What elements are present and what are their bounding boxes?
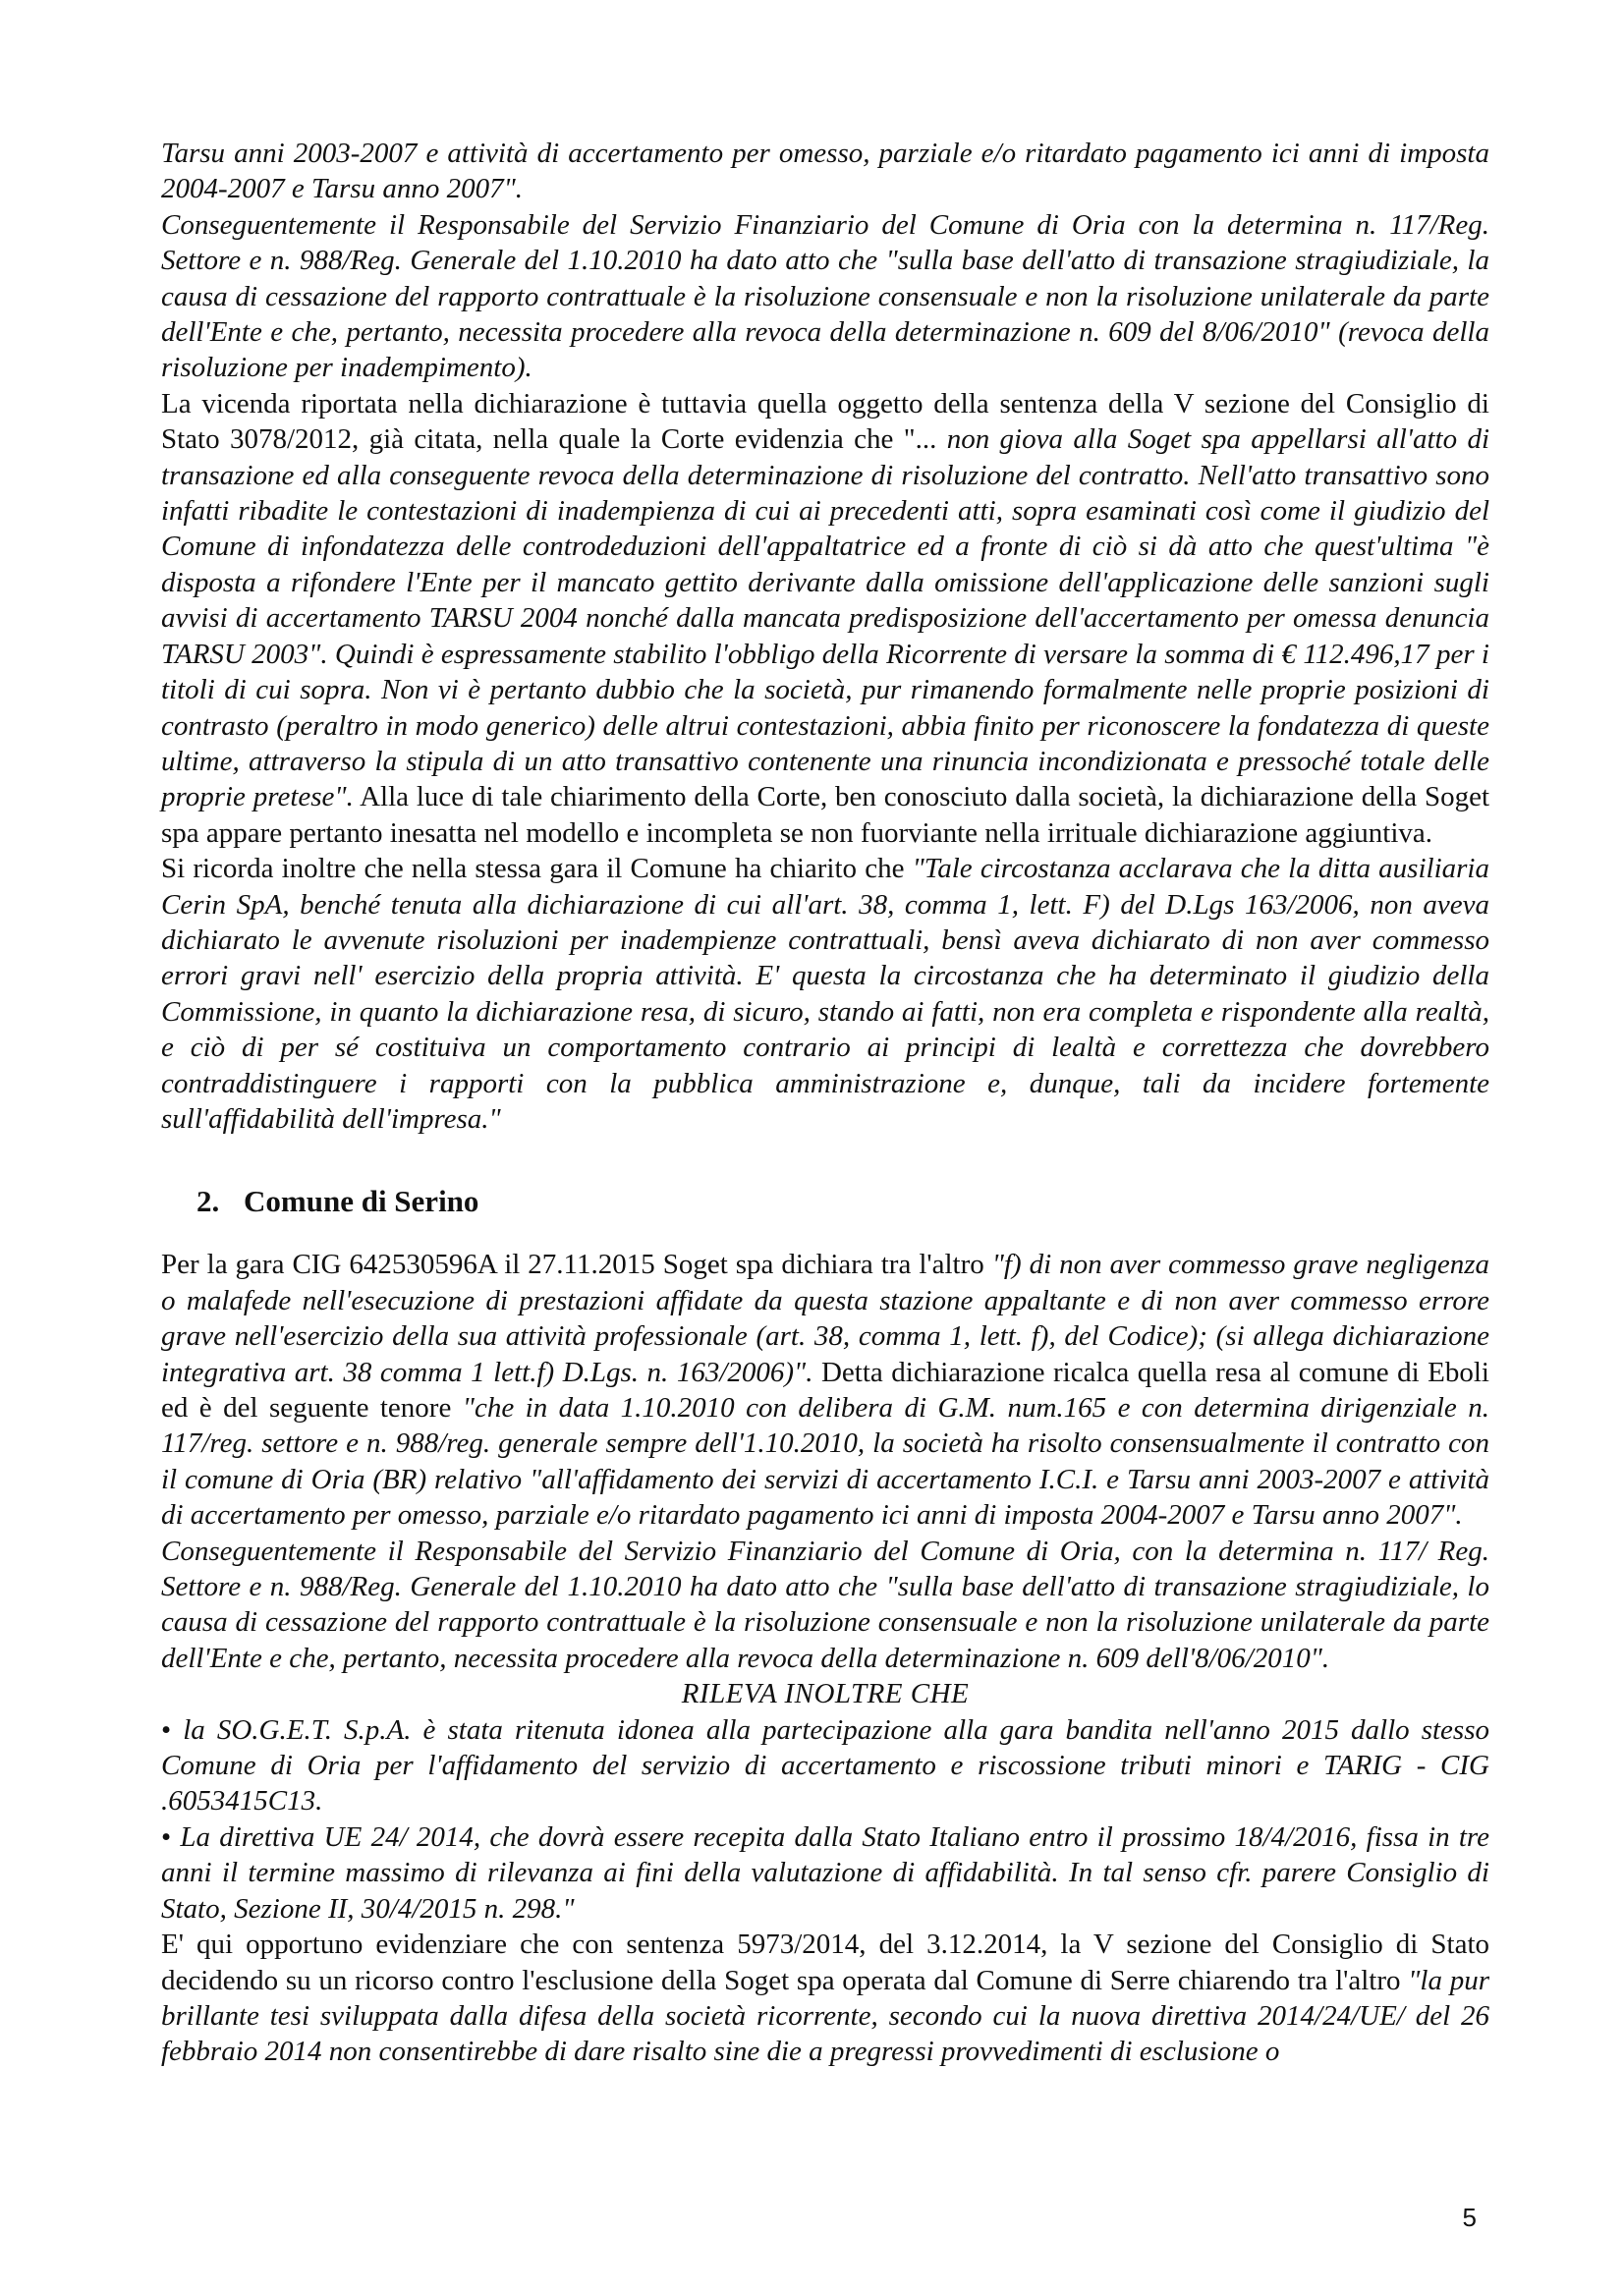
paragraph-serino: [161, 1247, 1489, 1533]
paragraph-oria-determina: Conseguentemente il Responsabile del Servizio Finanziario del Comune di Oria con la determina n. 117/Reg. Settore e n. 988/Reg. Generale del 1.10.2010 ha dato atto che "sulla base dell'atto di transazione stragiudiziale, la causa di cessazione del rapporto contrattuale è la risoluzione consensuale e non la risoluzione unilaterale da parte dell'Ente e che, pertanto, necessita procedere alla revoca della determinazione n. 609 del 8/06/2010" (revoca della risoluzione per inadempimento).: [161, 208, 1489, 384]
ricorda-lead: Si ricorda inoltre che nella stessa gara il Comune ha chiarito che: [161, 853, 913, 885]
section-heading: [196, 1182, 1489, 1221]
bullet-item: • La direttiva UE 24/ 2014, che dovrà essere recepita dalla Stato Italiano entro il prossimo 18/4/2016, fissa in tre anni il termine massimo di rilevanza ai fini della valutazione di affidabilità. In tal senso cfr. parere Consiglio di Stato, Sezione II, 30/4/2015 n. 298.": [161, 1819, 1489, 1927]
paragraph-vicenda: [161, 386, 1489, 851]
serino-quote-1: "f) di non aver commesso grave negligenza o malafede nell'esecuzione di prestazioni affidate da questa stazione appaltante e di non aver commesso errore grave nell'esercizio della sua attività professionale (art. 38, comma 1, lett. f), del Codice); (si allega dichiarazione integrativa art. 38 comma 1 lett.f) D.Lgs. n. 163/2006)".: [161, 1249, 1489, 1388]
rileva-title: RILEVA INOLTRE CHE: [681, 1678, 970, 1710]
paragraph-sentenza: [161, 1927, 1489, 2070]
bullet-item: • la SO.G.E.T. S.p.A. è stata ritenuta idonea alla partecipazione alla gara bandita nell'anno 2015 dallo stesso Comune di Oria per l'affidamento del servizio di accertamento e riscossione tributi minori e TARIG - CIG .6053415C13.: [161, 1712, 1489, 1819]
vicenda-lead: La vicenda riportata nella dichiarazione è tuttavia quella oggetto della sentenza della V sezione del Consiglio di Stato 3078/2012, già citata, nella quale la Corte evidenzia che "...: [161, 387, 1489, 456]
paragraph-serino-determina: Conseguentemente il Responsabile del Servizio Finanziario del Comune di Oria, con la determina n. 117/ Reg. Settore e n. 988/Reg. Generale del 1.10.2010 ha dato atto che "sulla base dell'atto di transazione stragiudiziale, lo causa di cessazione del rapporto contrattuale è la risoluzione consensuale e non la risoluzione unilaterale da parte dell'Ente e che, pertanto, necessita procedere alla revoca della determinazione n. 609 dell'8/06/2010".: [161, 1535, 1489, 1674]
serino-quote-2: "che in data 1.10.2010 con delibera di G.M. num.165 e con determina dirigenziale n. 117/reg. settore e n. 988/reg. generale sempre dell'1.10.2010, la società ha risolto consensualmente il contratto con il comune di Oria (BR) relativo "all'affidamento dei servizi di accertamento I.C.I. e Tarsu anni 2003-2007 e attività di accertamento per omesso, parziale e/o ritardato pagamento ici anni di imposta 2004-2007 e Tarsu anno 2007".: [161, 1392, 1489, 1532]
paragraph-oria-tarsu: Tarsu anni 2003-2007 e attività di accertamento per omesso, parziale e/o ritardato pagamento ici anni di imposta 2004-2007 e Tarsu anno 2007".: [161, 138, 1489, 205]
document-page: [161, 136, 1489, 2070]
section-title: Comune di Serino: [244, 1184, 479, 1219]
serino-mid: Detta dichiarazione ricalca quella resa al comune di Eboli ed è del seguente tenore: [161, 1356, 1489, 1424]
vicenda-tail: Alla luce di tale chiarimento della Corte, ben conosciuto dalla società, la dichiarazione della Soget spa appare pertanto inesatta nel modello e incompleta se non fuorviante nella irrituale dichiarazione aggiuntiva.: [161, 781, 1489, 849]
sentenza-lead: E' qui opportuno evidenziare che con sentenza 5973/2014, del 3.12.2014, la V sezione del Consiglio di Stato decidendo su un ricorso contro l'esclusione della Soget spa operata dal Comune di Serre chiarendo tra l'altro: [161, 1929, 1489, 1996]
serino-lead: Per la gara CIG 642530596A il 27.11.2015 Soget spa dichiara tra l'altro: [161, 1249, 992, 1281]
page-number: 5: [1462, 2203, 1477, 2232]
paragraph-ricorda: [161, 851, 1489, 1137]
section-number: 2.: [196, 1184, 220, 1219]
vicenda-quote: non giova alla Soget spa appellarsi all'atto di transazione ed alla conseguente revoca della determinazione di risoluzione del contratto. Nell'atto transattivo sono infatti ribadite le contestazioni di inadempienza di cui ai precedenti atti, sopra esaminati così come il giudizio del Comune di infondatezza delle controdeduzioni dell'appaltatrice ed a fronte di ciò si dà atto che quest'ultima "è disposta a rifondere l'Ente per il mancato gettito derivante dalla omissione dell'applicazione delle sanzioni sugli avvisi di accertamento TARSU 2004 nonché dalla mancata predisposizione dell'accertamento per omessa denuncia TARSU 2003". Quindi è espressamente stabilito l'obbligo della Ricorrente di versare la somma di € 112.496,17 per i titoli di cui sopra. Non vi è pertanto dubbio che la società, pur rimanendo formalmente nelle proprie posizioni di contrasto (peraltro in modo generico) delle altrui contestazioni, abbia finito per riconoscere la fondatezza di queste ultime, attraverso la stipula di un atto transattivo contenente una rinuncia incondizionata e pressoché totale delle proprie pretese".: [161, 423, 1490, 813]
ricorda-quote: "Tale circostanza acclarava che la ditta ausiliaria Cerin SpA, benché tenuta alla dichiarazione di cui all'art. 38, comma 1, lett. F) del D.Lgs 163/2006, non aveva dichiarato le avvenute risoluzioni per inadempienze contrattuali, bensì aveva dichiarato di non aver commesso errori gravi nell' esercizio della propria attività. E' questa la circostanza che ha determinato il giudizio della Commissione, in quanto la dichiarazione resa, di sicuro, stando ai fatti, non era completa e rispondente alla realtà, e ciò di per sé costituiva un comportamento contrario ai principi di lealtà e correttezza che dovrebbero contraddistinguere i rapporti con la pubblica amministrazione e, dunque, tali da incidere fortemente sull'affidabilità dell'impresa.": [161, 853, 1489, 1135]
sentenza-quote: "la pur brillante tesi sviluppata dalla difesa della società ricorrente, secondo cui la nuova direttiva 2014/24/UE/ del 26 febbraio 2014 non consentirebbe di dare risalto sine die a pregressi provvedimenti di esclusione o: [161, 1964, 1489, 2068]
